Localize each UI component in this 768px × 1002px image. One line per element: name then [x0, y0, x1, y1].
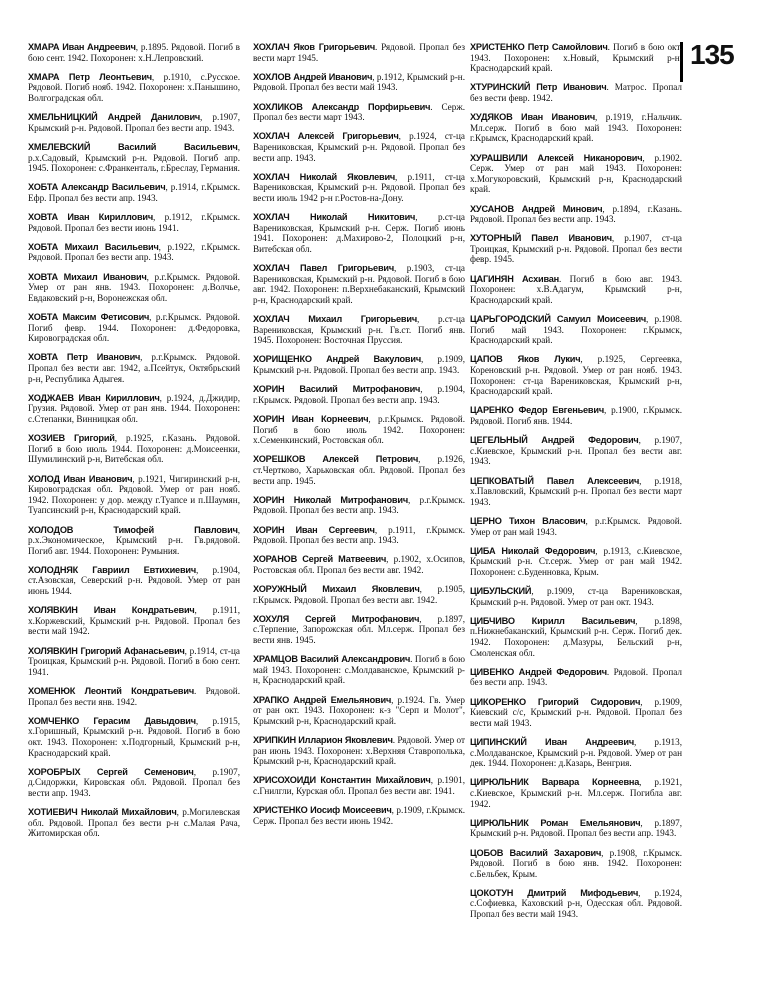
entry-name: ХРИСТЕНКО Петр Самойлович	[470, 42, 608, 52]
entry-text: , р.х.Экономическое, Крымский р-н. Гв.рядовой. Погиб авг. 1944. Похоронен: Румыния.	[28, 524, 240, 556]
entry-name: ХОТИЕВИЧ Николай Михайлович	[28, 807, 177, 818]
entry-name: ХУТОРНЫЙ Павел Иванович	[470, 233, 612, 244]
list-item	[28, 646, 240, 678]
list-item	[28, 807, 240, 839]
entry-name: ХУДЯКОВ Иван Иванович	[470, 112, 595, 123]
list-item	[253, 172, 465, 204]
entry-text: , р.ст-ца Варениковская, Крымский р-н. Гв.ст. Погиб янв. 1945. Похоронен: Восточная Пруссия.	[253, 314, 465, 346]
entry-text: , р.1902. Серж. Умер от ран май 1943. Похоронен: х.Могукоровский, Крымский р-н, Краснодарский край.	[470, 152, 682, 195]
list-item	[253, 212, 465, 254]
entry-text: , р.1907, Крымский р-н. Рядовой. Пропал без вести апр. 1943.	[28, 112, 240, 133]
entry-name: ХОРИН Василий Митрофанович	[253, 384, 421, 395]
list-item	[470, 354, 682, 396]
entry-text: , р.1901, с.Гнилгли, Курская обл. Пропал без вести авг. 1941.	[253, 775, 465, 796]
entry-text: , р.1921, Чигиринский р-н, Кировоградская обл. Рядовой. Умер от ран нояб. 1942. Похоронен: у дор. между г.Туапсе и п.Шаумян, Туапсинский р-н, Краснодарский край.	[28, 473, 240, 516]
entry-text: , р.г.Крымск. Рядовой. Пропал без вести авг. 1942, а.Псейтук, Октябрьский р-н, Республика Адыгея.	[28, 352, 240, 384]
entry-text: , р.1902, х.Осипов, Ростовская обл. Пропал без вести авг. 1942.	[253, 554, 465, 575]
entry-text: , р.1907, ст-ца Троицкая, Крымский р-н. Рядовой. Пропал без вести февр. 1945.	[470, 233, 682, 265]
entry-name: ХОРИН Иван Корнеевич	[253, 413, 369, 424]
list-item	[28, 433, 240, 465]
entry-name: ХОЛОДНЯК Гавриил Евтихиевич	[28, 564, 196, 575]
entry-name: ХОЛЯВКИН Григорий Афанасьевич	[28, 645, 185, 656]
entry-name: ХОДЖАЕВ Иван Кириллович	[28, 392, 160, 403]
list-item	[470, 818, 682, 839]
list-item	[470, 405, 682, 426]
entry-name: ЦЕГЕЛЬНЫЙ Андрей Федорович	[470, 435, 639, 446]
entry-name: ХОЛОД Иван Иванович	[28, 473, 133, 484]
list-item	[470, 667, 682, 688]
entry-text: , р.1918, х.Павловский, Крымский р-н. Пропал без вести март 1943.	[470, 475, 682, 507]
entry-text: , р.1913, с.Молдаванское, Крымский р-н. Рядовой. Умер от ран дек. 1944. Похоронен: д.Казарь, Венгрия.	[470, 736, 682, 769]
entry-text: , р.1922, г.Крымск. Рядовой. Пропал без вести апр. 1943.	[28, 241, 240, 263]
list-item	[470, 516, 682, 537]
entry-name: ЦАРЬГОРОДСКИЙ Самуил Моисеевич	[470, 314, 647, 325]
entry-name: ХОБТА Михаил Васильевич	[28, 241, 159, 252]
entry-name: ХРАМЦОВ Василий Александрович	[253, 654, 411, 665]
entry-text: , р.1915, х.Горишный, Крымский р-н. Рядовой. Погиб в бою окт. 1943. Похоронен: х.Подгорный, Крымский р-н, Краснодарский край.	[28, 715, 240, 758]
entry-name: ЦИБЧИВО Кирилл Васильевич	[470, 615, 636, 626]
list-item	[253, 775, 465, 796]
list-item	[28, 716, 240, 758]
list-item	[470, 586, 682, 607]
list-item	[28, 142, 240, 174]
entry-name: ХОВТА Михаил Иванович	[28, 271, 147, 282]
list-item	[253, 495, 465, 516]
entry-text: , р.1909, ст-ца Варениковская, Крымский р-н. Рядовой. Умер от ран окт. 1943.	[470, 586, 682, 607]
entry-text: , р.1911, г.Крымск. Рядовой. Пропал без вести апр. 1943.	[253, 524, 465, 546]
entry-name: ХМЕЛЕВСКИЙ Василий Васильевич	[28, 141, 238, 152]
entry-name: ЦИВЕНКО Андрей Федорович	[470, 666, 607, 677]
entry-text: . Рядовой. Пропал без вести янв. 1942.	[28, 686, 240, 707]
list-item	[253, 314, 465, 346]
list-item	[470, 153, 682, 195]
list-item	[253, 102, 465, 123]
entry-name: ЦИБУЛЬСКИЙ	[470, 586, 532, 597]
entry-name: ХМЕЛЬНИЦКИЙ Андрей Данилович	[28, 112, 201, 123]
entry-name: ХОВТА Петр Иванович	[28, 352, 141, 363]
entry-name: ХОВТА Иван Кириллович	[28, 212, 153, 223]
entry-text: . Погиб в бою май 1943. Похоронен: с.Молдаванское, Крымский р-н, Краснодарский край.	[253, 654, 465, 686]
entry-name: ЦИРЮЛЬНИК Роман Емельянович	[470, 817, 641, 828]
entry-text: , р.1898, п.Нижнебаканский, Крымский р-н. Серж. Погиб дек. 1942. Похоронен: д.Мазуры, Бельский р-н, Смоленская обл.	[470, 615, 682, 658]
entry-text: , р.1911, х.Коржевский, Крымский р-н. Рядовой. Пропал без вести май 1942.	[28, 605, 240, 637]
entry-text: , р.1914, г.Крымск. Ефр. Пропал без вести апр. 1943.	[28, 182, 240, 203]
entry-name: ХУСАНОВ Андрей Минович	[470, 203, 603, 214]
entry-name: ХОХЛАЧ Павел Григорьевич	[253, 263, 394, 274]
list-item	[253, 454, 465, 486]
column-2	[253, 42, 465, 992]
entry-name: ХРИПКИН Илларион Яковлевич	[253, 734, 393, 745]
entry-name: ХОБТА Александр Васильевич	[28, 182, 166, 193]
entry-text: . Погиб в бою авг. 1943. Похоронен: х.В.Адагум, Крымский р-н, Краснодарский край.	[470, 273, 682, 305]
entry-text: , р.1904, ст.Азовская, Северский р-н. Рядовой. Умер от ран июнь 1944.	[28, 564, 240, 597]
list-item	[253, 525, 465, 546]
list-item	[470, 204, 682, 225]
list-item	[470, 233, 682, 265]
entry-name: ХОЛОДОВ Тимофей Павлович	[28, 524, 238, 535]
entry-name: ЦИРЮЛЬНИК Варвара Корнеевна	[470, 777, 640, 788]
entry-name: ХОРУЖНЫЙ Михаил Яковлевич	[253, 584, 420, 595]
entry-name: ЦАРЕНКО Федор Евгеньевич	[470, 405, 604, 416]
list-item	[253, 72, 465, 93]
entry-name: ХОХЛАЧ Николай Яковлевич	[253, 171, 396, 182]
entry-text: , р.1924, с.Софиевка, Каховский р-н, Одесская обл. Рядовой. Пропал без вести май 1943.	[470, 887, 682, 920]
list-item	[253, 263, 465, 305]
entry-name: ХОРОБРЫХ Сергей Семенович	[28, 766, 194, 777]
entry-text: , р.1911, ст-ца Варениковская, Крымский р-н. Рядовой. Пропал без вести июль 1942 р-н г.Ростов-на-Дону.	[253, 171, 465, 203]
list-item	[28, 312, 240, 344]
list-item	[28, 767, 240, 799]
entry-name: ХМАРА Петр Леонтьевич	[28, 71, 152, 82]
entry-name: ХОЗИЕВ Григорий	[28, 433, 115, 444]
entry-text: , р.1925, Сергеевка, Кореновский р-н. Рядовой. Умер от ран нояб. 1943. Похоронен: ст-ца Варениковская, Крымский р-н, Краснодарский край.	[470, 354, 682, 397]
entry-name: ХОЛЯВКИН Иван Кондратьевич	[28, 605, 195, 616]
entry-name: ХТУРИНСКИЙ Петр Иванович	[470, 82, 607, 93]
entry-text: . Рядовой. Умер от ран июнь 1943. Похоронен: х.Верхняя Ставрополька, Крымский р-н, Краснодарский край.	[253, 734, 465, 767]
entry-text: , р.1908. Погиб май 1943. Похоронен: г.Крымск, Краснодарский край.	[470, 314, 682, 346]
list-item	[470, 888, 682, 920]
entry-text: , р.1924, ст-ца Варениковская, Крымский р-н. Рядовой. Пропал без вести апр. 1943.	[253, 131, 465, 163]
entry-text: , р.1907, с.Киевское, Крымский р-н. Пропал без вести авг. 1943.	[470, 435, 682, 467]
entry-text: , р.Могилевская обл. Рядовой. Пропал без вести р-н с.Малая Рача, Житомирская обл.	[28, 807, 240, 839]
list-item	[28, 272, 240, 304]
list-item	[28, 112, 240, 133]
entry-text: , р.1894, г.Казань. Рядовой. Пропал без вести апр. 1943.	[470, 203, 682, 225]
column-1	[28, 42, 240, 992]
entry-name: ХОРЕШКОВ Алексей Петрович	[253, 454, 419, 465]
list-item	[253, 695, 465, 727]
entry-name: ХОХЛАЧ Алексей Григорьевич	[253, 131, 399, 142]
column-3	[470, 42, 682, 992]
list-item	[28, 474, 240, 516]
list-item	[253, 654, 465, 686]
entry-text: , р.ст-ца Варениковская, Крымский р-н. Серж. Погиб июнь 1941. Похоронен: д.Махирово-2, Полоцкий р-н, Витебская обл.	[253, 212, 465, 254]
entry-text: , р.1913, с.Киевское, Крымский р-н. Ст.серж. Умер от ран май 1942. Похоронен: с.Буденновка, Крым.	[470, 545, 682, 577]
list-item	[28, 182, 240, 203]
list-item	[28, 393, 240, 425]
entry-text: , р.г.Крымск. Рядовой. Погиб февр. 1944. Похоронен: д.Федоровка, Кировоградская обл.	[28, 312, 240, 344]
entry-name: ХОХЛОВ Андрей Иванович	[253, 71, 373, 82]
entry-name: ЦЕРНО Тихон Власович	[470, 515, 586, 526]
entry-name: ХРИСОХОИДИ Константин Михайлович	[253, 775, 431, 786]
entry-text: , р.1904, г.Крымск. Рядовой. Пропал без вести апр. 1943.	[253, 384, 465, 405]
entry-text: , р.1903, ст-ца Варениковская, Крымский р-н. Рядовой. Погиб в бою авг. 1942. Похоронен: п.Верхнебаканский, Крымский р-н, Краснодарский край.	[253, 263, 465, 305]
entry-text: , р.1925, г.Казань. Рядовой. Погиб в бою июль 1944. Похоронен: д.Моисеенки, Шумилинский р-н, Витебская обл.	[28, 433, 240, 465]
list-item	[470, 82, 682, 103]
list-item	[470, 737, 682, 769]
entry-text: , р.1907, д.Сидоржки, Кировская обл. Рядовой. Пропал без вести апр. 1943.	[28, 766, 240, 798]
entry-text: . Погиб в бою окт. 1943. Похоронен: х.Новый, Крымский р-н, Краснодарский край.	[470, 42, 682, 74]
entry-name: ЦОБОВ Василий Захарович	[470, 847, 602, 858]
entry-name: ХОХЛАЧ Николай Никитович	[253, 212, 416, 223]
entry-text: , р.1897, Крымский р-н. Рядовой. Пропал без вести апр. 1943.	[470, 817, 682, 839]
list-item	[470, 42, 682, 74]
list-item	[253, 414, 465, 446]
list-item	[28, 42, 240, 63]
entry-text: . Серж. Пропал без вести март 1943.	[253, 101, 465, 123]
entry-text: , р.г.Крымск. Рядовой. Умер от ран янв. 1943. Похоронен: д.Волчье, Евдаковский р-н, Воронежская обл.	[28, 271, 240, 303]
list-item	[28, 72, 240, 104]
list-item	[253, 735, 465, 767]
list-item	[470, 314, 682, 346]
entry-text: , р.1912, Крымский р-н. Рядовой. Пропал без вести май 1943.	[253, 71, 465, 93]
list-item	[253, 131, 465, 163]
entry-text: , р.1909, Киевский с/с, Крымский р-н. Рядовой. Пропал без вести май 1943.	[470, 696, 682, 728]
entry-text: , р.1912, г.Крымск. Рядовой. Пропал без вести июнь 1941.	[28, 212, 240, 233]
entry-name: ХУРАШВИЛИ Алексей Никанорович	[470, 152, 643, 163]
list-item	[28, 525, 240, 557]
entry-text: , р.1924, д.Джидир, Грузия. Рядовой. Умер от ран янв. 1944. Похоронен: с.Степанки, Винницкая обл.	[28, 392, 240, 424]
entry-name: ХОМЕНЮК Леонтий Кондратьевич	[28, 686, 194, 696]
entry-name: ХРИСТЕНКО Иосиф Моисеевич	[253, 805, 392, 816]
entry-text: , р.х.Садовый, Крымский р-н. Рядовой. Погиб апр. 1945. Похоронен: с.Франкенталь, г.Бреслау, Германия.	[28, 141, 240, 174]
entry-name: ХОХЛАЧ Яков Григорьевич	[253, 42, 375, 52]
entry-name: ХОРИН Николай Митрофанович	[253, 494, 408, 505]
entry-name: ЦАГИНЯН Асхиван	[470, 273, 560, 284]
entry-name: ХОРАНОВ Сергей Матвеевич	[253, 554, 387, 565]
entry-name: ХОХЛАЧ Михаил Григорьевич	[253, 314, 417, 325]
entry-name: ХОМЧЕНКО Герасим Давыдович	[28, 715, 196, 726]
list-item	[470, 112, 682, 144]
list-item	[253, 42, 465, 63]
list-item	[470, 616, 682, 658]
entry-name: ХОХЛИКОВ Александр Порфирьевич	[253, 101, 431, 112]
entry-name: ЦОКОТУН Дмитрий Мифодьевич	[470, 887, 639, 898]
entry-text: , р.1900, г.Крымск. Рядовой. Погиб янв. 1944.	[470, 405, 682, 426]
list-item	[28, 212, 240, 233]
list-item	[253, 554, 465, 575]
list-item	[253, 805, 465, 826]
entry-text: , р.1897, с.Терпение, Запорожская обл. Мл.серж. Пропал без вести янв. 1945.	[253, 613, 465, 646]
entry-text: , р.1921, с.Киевское, Крымский р-н. Мл.серж. Погибла авг. 1942.	[470, 777, 682, 809]
entry-name: ХОРИЩЕНКО Андрей Вакулович	[253, 354, 421, 365]
entry-name: ХОБТА Максим Фетисович	[28, 312, 150, 323]
list-item	[470, 435, 682, 467]
list-item	[253, 354, 465, 375]
entry-name: ЦИПИНСКИЙ Иван Андреевич	[470, 736, 634, 747]
list-item	[253, 384, 465, 405]
entry-name: ХОРИН Иван Сергеевич	[253, 524, 375, 535]
entry-name: ЦИКОРЕНКО Григорий Сидорович	[470, 696, 641, 707]
entry-text: , р.1909, г.Крымск. Серж. Пропал без вести июнь 1942.	[253, 805, 465, 826]
entry-text: , р.г.Крымск. Рядовой. Пропал без вести апр. 1943.	[253, 494, 465, 516]
entry-text: , р.1895. Рядовой. Погиб в бою сент. 1942. Похоронен: х.Н.Лепровский.	[28, 42, 240, 63]
entry-name: ЦЕПКОВАТЫЙ Павел Алексеевич	[470, 475, 640, 486]
entry-text: , р.1914, ст-ца Троицкая, Крымский р-н. Рядовой. Погиб в бою сент. 1941.	[28, 645, 240, 677]
entry-text: , р.1926, ст.Чертково, Харьковская обл. Рядовой. Пропал без вести апр. 1945.	[253, 454, 465, 486]
entry-text: , р.1909, Крымский р-н. Рядовой. Пропал без вести апр. 1943.	[253, 354, 465, 375]
page-number: 135	[690, 39, 734, 70]
list-item	[28, 242, 240, 263]
entry-text: . Рядовой. Пропал без вести апр. 1943.	[470, 666, 682, 688]
list-item	[470, 546, 682, 578]
list-item	[28, 352, 240, 384]
list-item	[28, 565, 240, 597]
list-item	[28, 605, 240, 637]
list-item	[470, 274, 682, 306]
entry-text: , р.1924. Гв. Умер от ран окт. 1943. Похоронен: к-з "Серп и Молот", Крымский р-н, Краснодарский край.	[253, 694, 465, 726]
entry-text: , р.1919, г.Нальчик. Мл.серж. Погиб в бою май 1943. Похоронен: г.Крымск, Краснодарский край.	[470, 112, 682, 144]
list-item	[470, 848, 682, 880]
list-item	[470, 476, 682, 508]
entry-text: , р.г.Крымск. Рядовой. Погиб в бою июль 1942. Похоронен: х.Семенкинский, Ростовская обл.	[253, 413, 465, 446]
list-item	[470, 697, 682, 729]
entry-name: ХОХУЛЯ Сергей Митрофанович	[253, 613, 420, 624]
entry-text: . Рядовой. Пропал без вести март 1945.	[253, 42, 465, 63]
entry-name: ЦАПОВ Яков Лукич	[470, 354, 581, 365]
entry-name: ЦИБА Николай Федорович	[470, 545, 596, 556]
entry-text: , р.1905, г.Крымск. Рядовой. Пропал без вести авг. 1942.	[253, 584, 465, 605]
list-item	[253, 614, 465, 646]
entry-name: ХМАРА Иван Андреевич	[28, 42, 136, 52]
entry-name: ХРАПКО Андрей Емельянович	[253, 694, 392, 705]
entry-text: , р.1910, с.Русское. Рядовой. Погиб нояб. 1942. Похоронен: х.Панышино, Волгоградская обл.	[28, 71, 240, 103]
entry-text: , р.1908, г.Крымск. Рядовой. Погиб в бою янв. 1942. Похоронен: с.Бельбек, Крым.	[470, 847, 682, 879]
list-item	[28, 686, 240, 707]
list-item	[470, 777, 682, 809]
list-item	[253, 584, 465, 605]
entry-text: , р.г.Крымск. Рядовой. Умер от ран май 1943.	[470, 515, 682, 537]
entry-text: . Матрос. Пропал без вести февр. 1942.	[470, 82, 682, 103]
